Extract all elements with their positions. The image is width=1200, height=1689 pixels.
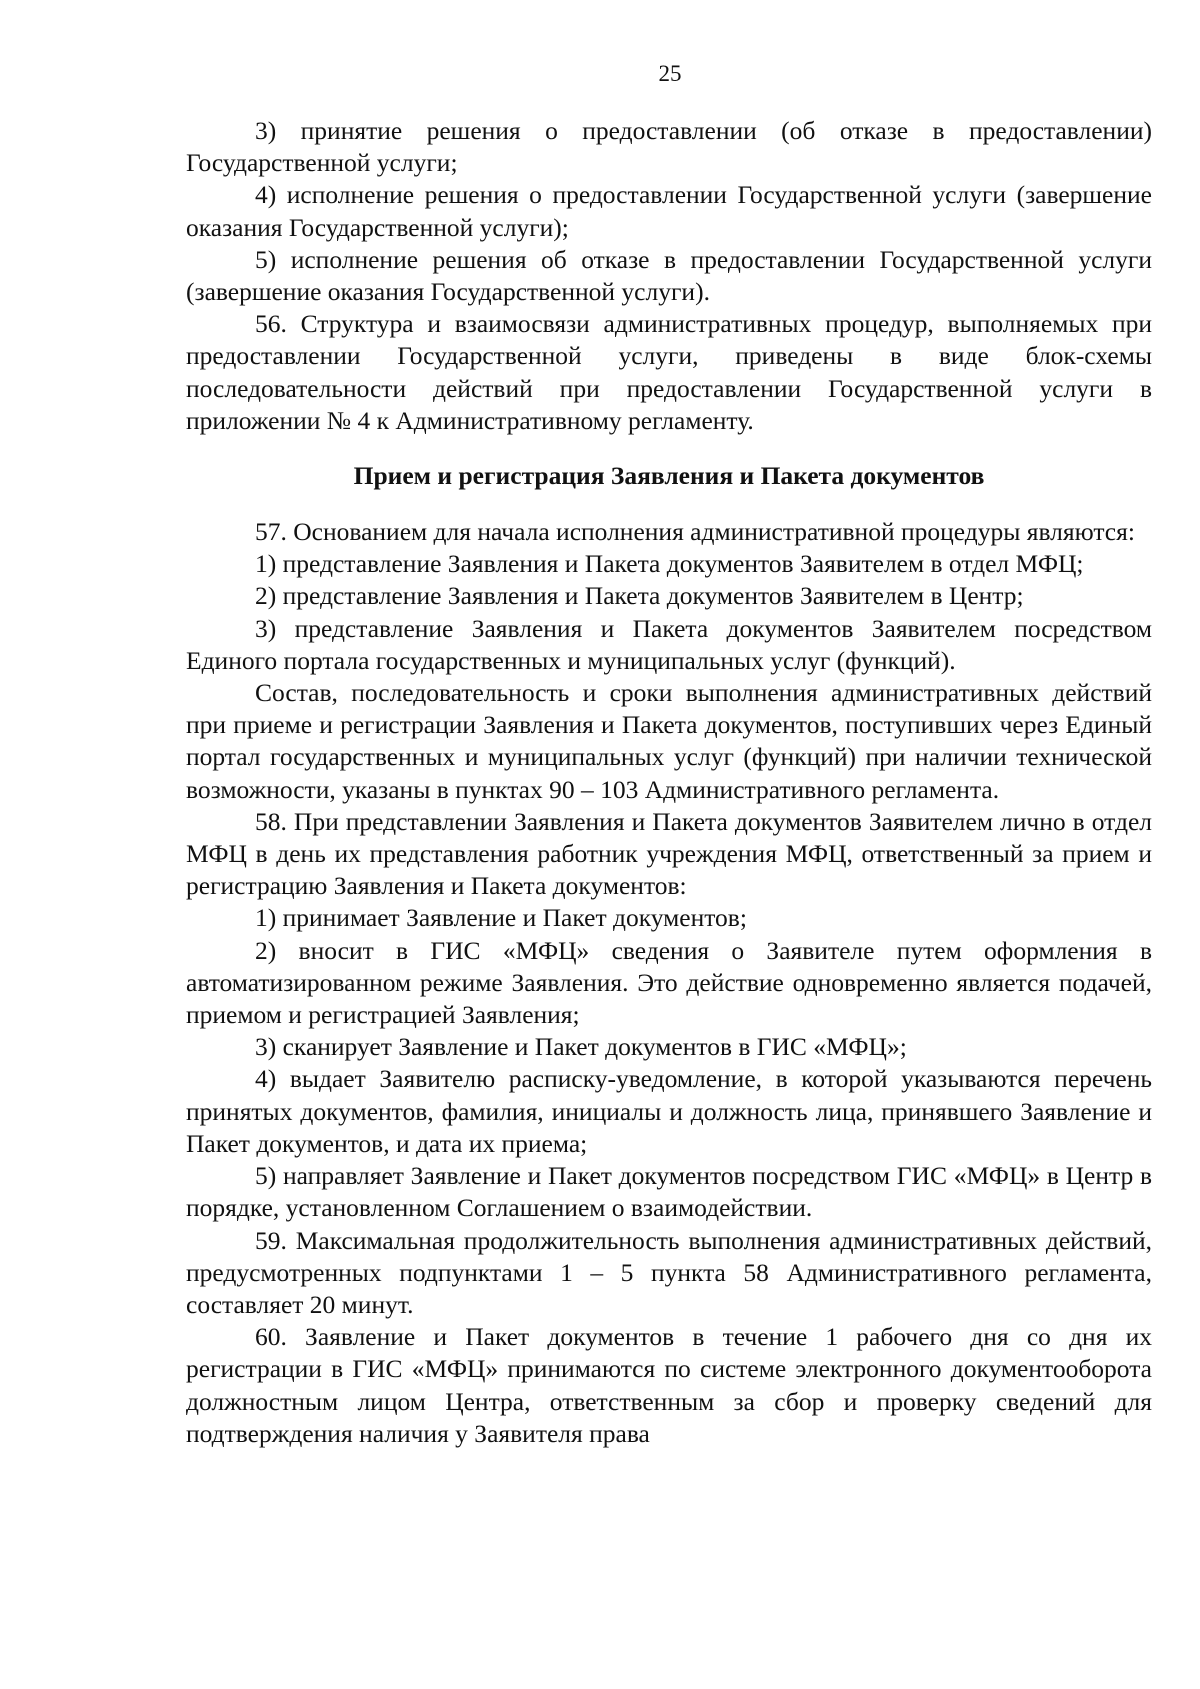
paragraph-58-item-2: 2) вносит в ГИС «МФЦ» сведения о Заявителе путем оформления в автоматизированном режиме Заявления. Это действие одновременно является подачей, приемом и регистрацией Заявления; [186,935,1152,1030]
paragraph-57: 57. Основанием для начала исполнения административной процедуры являются: [255,517,1135,547]
document-body [186,115,1152,1450]
paragraph-57-item-2: 2) представление Заявления и Пакета документов Заявителем в Центр; [255,581,1024,611]
paragraph-60: 60. Заявление и Пакет документов в течение 1 рабочего дня со дня их регистрации в ГИС «МФЦ» принимаются по системе электронного документооборота должностным лицом Центра, ответственным за сбор и проверку сведений для подтверждения наличия у Заявителя права [186,1322,1152,1448]
paragraph-57-item-1: 1) представление Заявления и Пакета документов Заявителем в отдел МФЦ; [255,549,1084,579]
paragraph-57-item-3: 3) представление Заявления и Пакета документов Заявителем посредством Единого портала государственных и муниципальных услуг (функций). [186,613,1152,675]
page-number: 25 [658,61,682,86]
paragraph-58: 58. При представлении Заявления и Пакета документов Заявителем лично в отдел МФЦ в день их представления работник учреждения МФЦ, ответственный за прием и регистрацию Заявления и Пакета документов: [186,806,1152,901]
paragraph-59: 59. Максимальная продолжительность выполнения административных действий, предусмотренных подпунктами 1 – 5 пункта 58 Административного регламента, составляет 20 минут. [186,1225,1152,1319]
paragraph-58-item-5: 5) направляет Заявление и Пакет документов посредством ГИС «МФЦ» в Центр в порядке, установленном Соглашением о взаимодействии. [186,1161,1152,1223]
paragraph-56: 56. Структура и взаимосвязи административных процедур, выполняемых при предоставлении Государственной услуги, приведены в виде блок-схемы последовательности действий при предоставлении Государственной услуги в приложении № 4 к Административному регламенту. [186,309,1152,435]
paragraph-58-item-4: 4) выдает Заявителю расписку-уведомление, в которой указываются перечень принятых документов, фамилия, инициалы и должность лица, принявшего Заявление и Пакет документов, и дата их приема; [186,1064,1152,1158]
paragraph-item-3: 3) принятие решения о предоставлении (об отказе в предоставлении) Государственной услуги; [186,116,1152,178]
paragraph-57-composition: Состав, последовательность и сроки выполнения административных действий при приеме и регистрации Заявления и Пакета документов, поступивших через Единый портал государственных и муниципальных услуг (функций) при наличии технической возможности, указаны в пунктах 90 – 103 Административного регламента. [186,678,1152,804]
paragraph-58-item-1: 1) принимает Заявление и Пакет документов; [255,903,747,933]
paragraph-58-item-3: 3) сканирует Заявление и Пакет документов в ГИС «МФЦ»; [255,1032,907,1062]
paragraph-item-4: 4) исполнение решения о предоставлении Государственной услуги (завершение оказания Государственной услуги); [186,180,1152,242]
section-heading: Прием и регистрация Заявления и Пакета документов [353,461,985,491]
paragraph-item-5: 5) исполнение решения об отказе в предоставлении Государственной услуги (завершение оказания Государственной услуги). [186,244,1152,307]
